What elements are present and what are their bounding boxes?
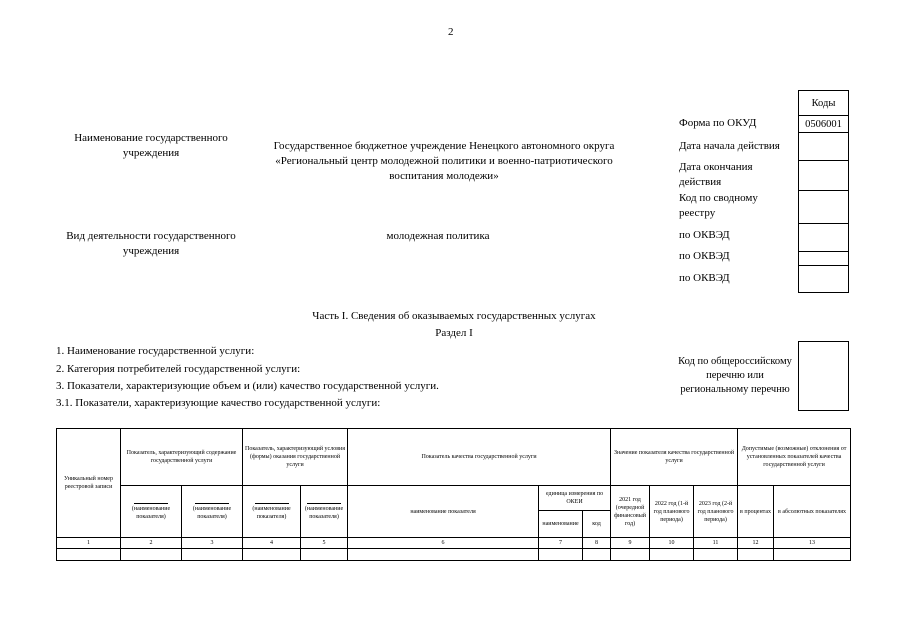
col-number: 7 xyxy=(539,538,583,549)
col-number: 10 xyxy=(650,538,694,549)
item-service-name: 1. Наименование государственной услуги: xyxy=(56,345,255,357)
col-number: 12 xyxy=(738,538,774,549)
item-consumer-category: 2. Категория потребителей государственной услуги: xyxy=(56,363,301,375)
end-date-cell xyxy=(798,160,849,190)
registry-perechen-label: Код по общероссийскому перечню или региональному перечню xyxy=(678,356,792,395)
col-number: 5 xyxy=(301,538,348,549)
sub-year-2022: 2022 год (1-й год планового периода) xyxy=(650,486,694,538)
sub-unit-okei: единица измерения по ОКЕИ xyxy=(539,486,611,511)
sub-unit-code: код xyxy=(583,511,611,538)
col-number: 6 xyxy=(348,538,539,549)
table-row xyxy=(57,549,851,561)
col-number: 2 xyxy=(121,538,182,549)
institution-name: Государственное бюджетное учреждение Ненецкого автономного округа «Региональный центр молодежной политики и военно-патриотического воспитания молодежи» xyxy=(273,140,615,182)
sub-unit-name: наименование xyxy=(539,511,583,538)
col-number: 13 xyxy=(774,538,851,549)
sub-condition-name-2: (наименование показателя) xyxy=(301,486,348,538)
header-quality-value: Значение показателя качества государственной услуги xyxy=(611,429,738,486)
registry-code-cell xyxy=(798,190,849,223)
codes-header: Коды xyxy=(798,90,849,115)
item-indicators: 3. Показатели, характеризующие объем и (или) качество государственной услуги. xyxy=(56,380,439,392)
col-number: 8 xyxy=(583,538,611,549)
header-condition-indicator: Показатель, характеризующий условия (формы) оказания государственной услуги xyxy=(243,429,348,486)
codes-box xyxy=(798,90,849,293)
page-number: 2 xyxy=(448,26,454,38)
institution-label: Наименование государственного учреждения xyxy=(74,132,228,159)
header-unique-number: Уникальный номер реестровой записи xyxy=(57,429,121,538)
okved-label-2: по ОКВЭД xyxy=(679,250,730,262)
end-date-label: Дата окончания действия xyxy=(679,161,753,188)
okud-label: Форма по ОКУД xyxy=(679,117,757,129)
col-number: 4 xyxy=(243,538,301,549)
okved-label-1: по ОКВЭД xyxy=(679,229,730,241)
start-date-label: Дата начала действия xyxy=(679,140,780,152)
sub-year-2021: 2021 год (очередной финансовый год) xyxy=(611,486,650,538)
header-quality-indicator: Показатель качества государственной услуги xyxy=(348,429,611,486)
col-number: 11 xyxy=(694,538,738,549)
sub-absolute: в абсолютных показателях xyxy=(774,486,851,538)
quality-indicators-table xyxy=(56,428,851,561)
part-title: Часть I. Сведения об оказываемых государственных услугах xyxy=(312,310,596,322)
activity-label: Вид деятельности государственного учреждения xyxy=(66,230,236,257)
sub-year-2023: 2023 год (2-й год планового периода) xyxy=(694,486,738,538)
activity-value: молодежная политика xyxy=(386,230,490,242)
sub-condition-name-1: (наименование показателя) xyxy=(243,486,301,538)
okud-code-cell: 0506001 xyxy=(798,115,849,132)
sub-content-name-2: (наименование показателя) xyxy=(182,486,243,538)
item-quality-indicators: 3.1. Показатели, характеризующие качество государственной услуги: xyxy=(56,397,381,409)
okved-label-3: по ОКВЭД xyxy=(679,272,730,284)
okved-cell-2 xyxy=(798,251,849,265)
col-number: 3 xyxy=(182,538,243,549)
registry-code-label: Код по сводному реестру xyxy=(679,192,758,219)
header-deviation: Допустимые (возможные) отклонения от установленных показателей качества государственной услуги xyxy=(738,429,851,486)
okved-cell-1 xyxy=(798,223,849,251)
okved-cell-3 xyxy=(798,265,849,293)
col-number: 1 xyxy=(57,538,121,549)
header-content-indicator: Показатель, характеризующий содержание государственной услуги xyxy=(121,429,243,486)
registry-perechen-cell xyxy=(798,341,849,411)
start-date-cell xyxy=(798,132,849,160)
section-title: Раздел I xyxy=(435,327,473,339)
sub-indicator-name: наименование показателя xyxy=(348,486,539,538)
sub-percent: в процентах xyxy=(738,486,774,538)
sub-content-name-1: (наименование показателя) xyxy=(121,486,182,538)
col-number: 9 xyxy=(611,538,650,549)
